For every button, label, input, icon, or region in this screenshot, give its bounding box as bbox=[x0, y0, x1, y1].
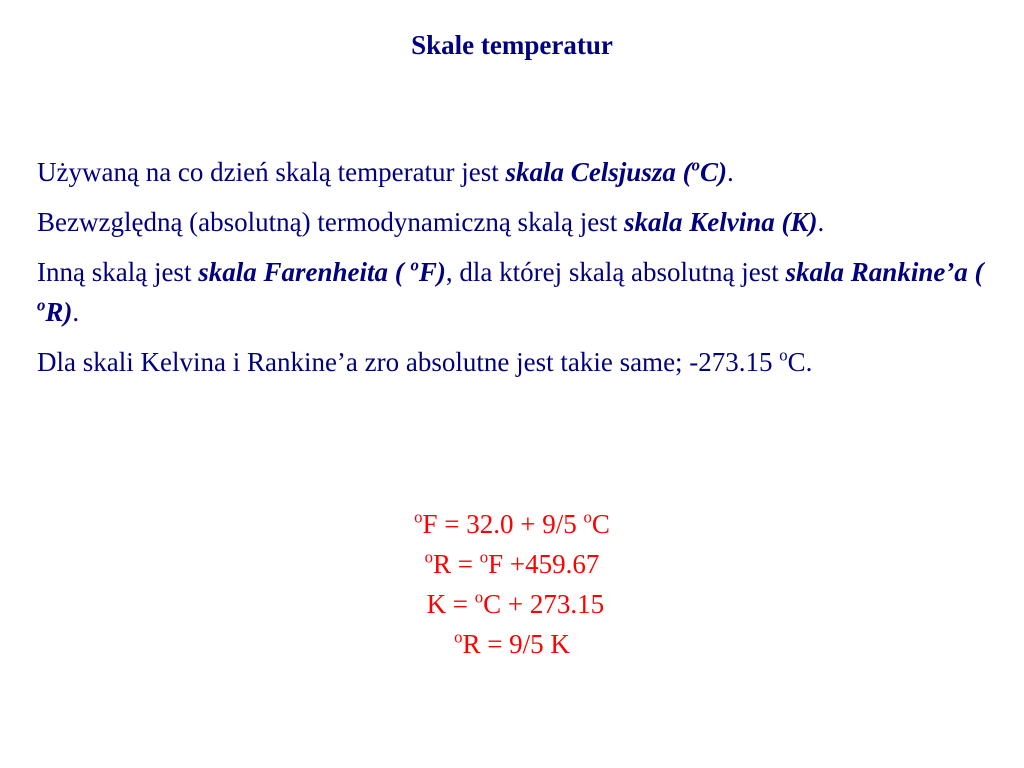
degree-mark: o bbox=[583, 507, 592, 527]
formula-kelvin bbox=[0, 584, 1024, 624]
term-celsius-unit: C) bbox=[699, 157, 727, 187]
degree-mark: o bbox=[414, 507, 423, 527]
term-celsius bbox=[506, 157, 727, 187]
paragraph-tail: . bbox=[726, 157, 734, 187]
term-fahrenheit-unit: F) bbox=[418, 257, 446, 287]
term-fahrenheit-text: skala Farenheita ( bbox=[198, 257, 411, 287]
degree-mark: o bbox=[454, 627, 463, 647]
paragraph-absolute-zero bbox=[37, 342, 987, 382]
term-celsius-text: skala Celsjusza ( bbox=[505, 157, 692, 187]
formula-part: F = 32.0 + 9/5 bbox=[422, 509, 584, 539]
paragraph-mid: , dla której skalą absolutną jest bbox=[445, 257, 786, 287]
degree-mark: o bbox=[691, 155, 700, 175]
term-fahrenheit bbox=[198, 257, 446, 287]
conversion-formulas bbox=[0, 504, 1024, 664]
paragraph-text: Bezwzględną (absolutną) termodynamiczną skalą jest bbox=[37, 207, 625, 237]
degree-mark: o bbox=[37, 295, 46, 315]
paragraph-celsius bbox=[37, 152, 987, 192]
formula-part: K = bbox=[419, 589, 475, 619]
formula-part: C bbox=[591, 509, 610, 539]
formula-rankine-from-kelvin bbox=[0, 624, 1024, 664]
slide-title: Skale temperatur bbox=[411, 30, 613, 60]
term-rankine-text: skala Rankine’a ( bbox=[785, 257, 984, 287]
degree-mark: o bbox=[474, 587, 484, 607]
term-kelvin: skala Kelvina (K) bbox=[624, 207, 818, 237]
formula-part: C + 273.15 bbox=[483, 589, 605, 619]
paragraph-tail: . bbox=[72, 297, 80, 327]
paragraph-text: Używaną na co dzień skalą temperatur jest bbox=[37, 157, 506, 187]
degree-mark: o bbox=[424, 547, 433, 567]
paragraph-fahrenheit bbox=[37, 252, 987, 332]
formula-part: R = 9/5 K bbox=[462, 629, 570, 659]
formula-part: F +459.67 bbox=[488, 549, 600, 579]
paragraph-kelvin bbox=[37, 202, 987, 242]
degree-mark: o bbox=[479, 547, 489, 567]
formula-fahrenheit bbox=[0, 504, 1024, 544]
formula-rankine-from-fahrenheit bbox=[0, 544, 1024, 584]
degree-mark: o bbox=[779, 345, 788, 365]
formula-part: R = bbox=[433, 549, 480, 579]
paragraph-tail: . bbox=[817, 207, 825, 237]
term-rankine-unit: R) bbox=[45, 297, 73, 327]
paragraph-tail: C. bbox=[787, 347, 813, 377]
degree-mark: o bbox=[410, 255, 419, 275]
paragraph-text: Inną skalą jest bbox=[37, 257, 199, 287]
slide-body bbox=[37, 152, 987, 392]
paragraph-text: Dla skali Kelvina i Rankine’a zro absolutne jest takie same; -273.15 bbox=[37, 347, 780, 377]
